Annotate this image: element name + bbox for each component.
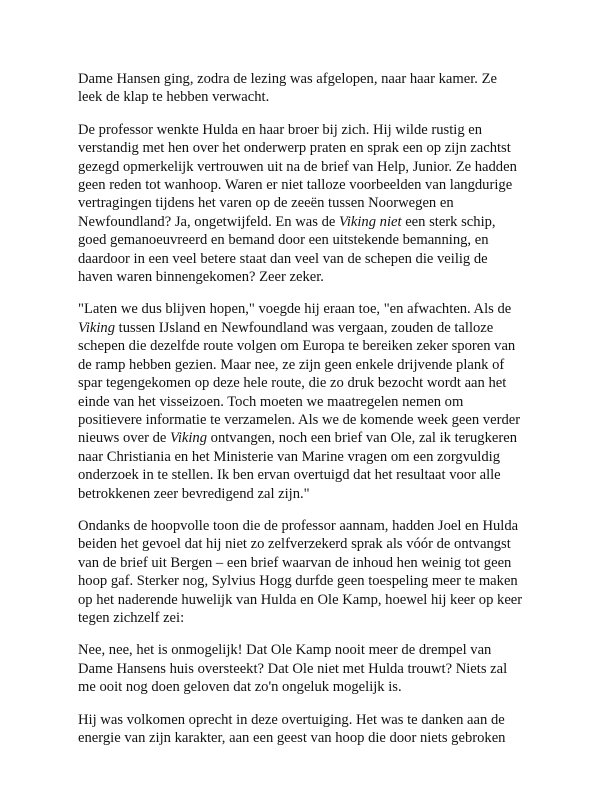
text-line bbox=[78, 429, 538, 447]
text-line bbox=[78, 319, 538, 337]
text-line bbox=[78, 393, 538, 411]
text-line bbox=[78, 466, 538, 484]
text-run: de ramp hebben gezien. Maar nee, ze zijn geen enkele drijvende plank of bbox=[78, 356, 505, 373]
text-run: Nee, nee, het is onmogelijk! Dat Ole Kamp nooit meer de drempel van bbox=[78, 642, 492, 659]
text-line bbox=[78, 139, 538, 157]
text-line bbox=[78, 88, 538, 106]
text-line bbox=[78, 250, 538, 268]
text-run: Hij was volkomen oprecht in deze overtuiging. Het was te danken aan de bbox=[78, 711, 505, 728]
text-run: Newfoundland? Ja, ongetwijfeld. En was de bbox=[78, 213, 339, 230]
paragraph bbox=[78, 70, 538, 107]
paragraph bbox=[78, 121, 538, 287]
text-line bbox=[78, 300, 538, 318]
text-run: leek de klap te hebben verwacht. bbox=[78, 89, 270, 106]
paragraph bbox=[78, 517, 538, 627]
text-run: ontvangen, noch een brief van Ole, zal ik terugkeren bbox=[207, 430, 518, 447]
text-run: energie van zijn karakter, aan een geest van hoop die door niets gebroken bbox=[78, 730, 506, 746]
text-line bbox=[78, 678, 538, 696]
text-line bbox=[78, 729, 538, 747]
text-line bbox=[78, 231, 538, 249]
text-run: geen reden tot wanhoop. Waren er niet talloze voorbeelden van langdurige bbox=[78, 177, 513, 194]
text-run: me ooit nog doen geloven dat zo'n ongeluk mogelijk is. bbox=[78, 679, 402, 696]
text-run: vertragingen tijdens het varen op de zeeën tussen Noorwegen en bbox=[78, 195, 454, 212]
text-run: gezegd opmerkelijk vertrouwen uit na de brief van Help, Junior. Ze hadden bbox=[78, 158, 517, 175]
italic-text: Viking bbox=[170, 430, 208, 447]
text-run: van de brief uit Bergen – een brief waarvan de inhoud hen weinig tot geen bbox=[78, 554, 512, 571]
text-run: een sterk schip, bbox=[401, 213, 496, 230]
text-line bbox=[78, 572, 538, 590]
text-run: Dame Hansens huis oversteekt? Dat Ole niet met Hulda trouwt? Niets zal bbox=[78, 660, 508, 677]
italic-text: Viking niet bbox=[339, 213, 402, 230]
text-line bbox=[78, 485, 538, 503]
text-run: De professor wenkte Hulda en haar broer bij zich. Hij wilde rustig en bbox=[78, 121, 483, 138]
text-run: Ondanks de hoopvolle toon die de professor aannam, hadden Joel en Hulda bbox=[78, 517, 519, 534]
text-line bbox=[78, 641, 538, 659]
text-line bbox=[78, 609, 538, 627]
text-run: goed gemanoeuvreerd en bemand door een uitstekende bemanning, en bbox=[78, 232, 489, 249]
text-run: naar Christiania en het Ministerie van Marine vragen om een zorgvuldig bbox=[78, 448, 501, 465]
italic-text: Viking bbox=[78, 319, 116, 336]
text-line bbox=[78, 591, 538, 609]
text-line bbox=[78, 535, 538, 553]
text-line bbox=[78, 374, 538, 392]
text-line bbox=[78, 356, 538, 374]
text-line bbox=[78, 660, 538, 678]
text-line bbox=[78, 121, 538, 139]
text-run: einde van het visseizoen. Toch moeten we maatregelen nemen om bbox=[78, 393, 464, 410]
text-line bbox=[78, 411, 538, 429]
text-run: beiden het gevoel dat hij niet zo zelfverzekerd sprak als vóór de ontvangst bbox=[78, 536, 511, 553]
text-line bbox=[78, 194, 538, 212]
text-line bbox=[78, 158, 538, 176]
paragraph bbox=[78, 300, 538, 502]
paragraph bbox=[78, 641, 538, 696]
text-line bbox=[78, 213, 538, 231]
text-run: positievere informatie te verzamelen. Als we de komende week geen verder bbox=[78, 411, 521, 428]
text-run: daardoor in een veel betere staat dan veel van de schepen die veilig de bbox=[78, 250, 488, 267]
text-line bbox=[78, 337, 538, 355]
text-line bbox=[78, 268, 538, 286]
text-line bbox=[78, 711, 538, 729]
text-run: tegen zichzelf zei: bbox=[78, 609, 185, 626]
text-line bbox=[78, 517, 538, 535]
text-run: nieuws over de bbox=[78, 430, 170, 447]
text-run: haven waren binnengekomen? Zeer zeker. bbox=[78, 269, 324, 286]
text-run: Dame Hansen ging, zodra de lezing was afgelopen, naar haar kamer. Ze bbox=[78, 71, 497, 87]
text-run: hoop gaf. Sterker nog, Sylvius Hogg durfde geen toespeling meer te maken bbox=[78, 573, 518, 590]
text-line bbox=[78, 70, 538, 88]
text-run: op het naderende huwelijk van Hulda en Ole Kamp, hoewel hij keer op keer bbox=[78, 591, 523, 608]
text-run: betrokkenen zeer bevredigend zal zijn." bbox=[78, 485, 310, 502]
text-run: schepen die dezelfde route volgen om Europa te bereiken zeker sporen van bbox=[78, 338, 516, 355]
text-run: spar tegengekomen op deze hele route, die zo druk bezocht wordt aan het bbox=[78, 375, 507, 392]
text-run: onderzoek in te stellen. Ik ben ervan overtuigd dat het resultaat voor alle bbox=[78, 467, 501, 484]
text-run: verstandig met hen over het onderwerp praten en sprak een op zijn zachtst bbox=[78, 140, 511, 157]
text-run: tussen IJsland en Newfoundland was vergaan, zouden de talloze bbox=[115, 319, 494, 336]
text-run: "Laten we dus blijven hopen," voegde hij eraan toe, "en afwachten. Als de bbox=[78, 301, 512, 318]
text-line bbox=[78, 176, 538, 194]
text-line bbox=[78, 554, 538, 572]
text-line bbox=[78, 448, 538, 466]
paragraph bbox=[78, 711, 538, 748]
document-body bbox=[78, 70, 538, 747]
